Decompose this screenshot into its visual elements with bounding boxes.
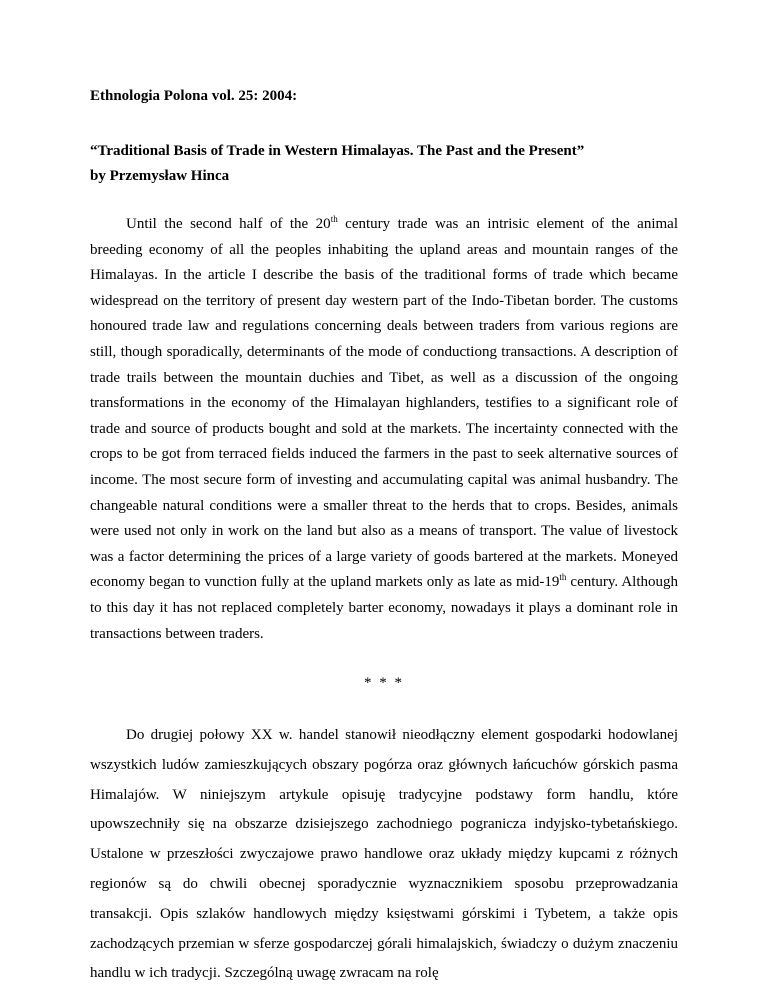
document-page (90, 86, 678, 989)
english-abstract (90, 212, 678, 647)
article-title: “Traditional Basis of Trade in Western Himalayas. The Past and the Present” (90, 143, 585, 159)
section-separator: * * * (364, 675, 404, 692)
ordinal-suffix: th (330, 214, 338, 224)
article-author: by Przemysław Hinca (90, 168, 230, 184)
abstract-text-1: Until the second half of the 20 (126, 216, 331, 232)
article-header (90, 139, 678, 189)
polish-abstract: Do drugiej połowy XX w. handel stanowił nieodłączny element gospodarki hodowlanej wszystkich ludów zamieszkujących obszary pogórza oraz głównych łańcuchów górskich pasma Himalajów. W niniejszym artykule opisuję tradycyjne podstawy form handlu, które upowszechniły się na obszarze dzisiejszego zachodniego pogranicza indyjsko-tybetańskiego. Ustalone w przeszłości zwyczajowe prawo handlowe oraz układy między kupcami z różnych regionów są do chwili obecnej sporadycznie wyznacznikiem sposobu przeprowadzania transakcji. Opis szlaków handlowych między księstwami górskimi i Tybetem, a także opis zachodzących przemian w sferze gospodarczej górali himalajskich, świadczy o dużym znaczeniu handlu w ich tradycji. Szczególną uwagę zwracam na rolę (90, 727, 678, 982)
journal-citation: Ethnologia Polona vol. 25: 2004: (90, 88, 298, 104)
abstract-text-3: century. Although to this day it has not replaced completely barter economy, nowadays it plays a dominant role in transactions between traders. (90, 574, 678, 642)
abstract-text-2: century trade was an intrisic element of the animal breeding economy of all the peoples inhabiting the upland areas and mountain ranges of the Himalayas. In the article I describe the basis of the traditional forms of trade which became widespread on the territory of present day western part of the Indo-Tibetan border. The customs honoured trade law and regulations concerning deals between traders from various regions are still, though sporadically, determinants of the mode of conductiong transactions. A description of trade trails between the mountain duchies and Tibet, as well as a discussion of the ongoing transformations in the economy of the Himalayan highlanders, testifies to a significant role of trade and source of products bought and sold at the markets. The incertainty connected with the crops to be got from terraced fields induced the farmers in the past to seek alternative sources of income. The most secure form of investing and accumulating capital was animal husbandry. The changeable natural conditions were a smaller threat to the herds that to crops. Besides, animals were used not only in work on the land but also as a means of transport. The value of livestock was a factor determining the prices of a large variety of goods bartered at the markets. Moneyed economy began to vunction fully at the upland markets only as late as mid-19 (90, 216, 678, 591)
ordinal-suffix: th (559, 572, 567, 583)
